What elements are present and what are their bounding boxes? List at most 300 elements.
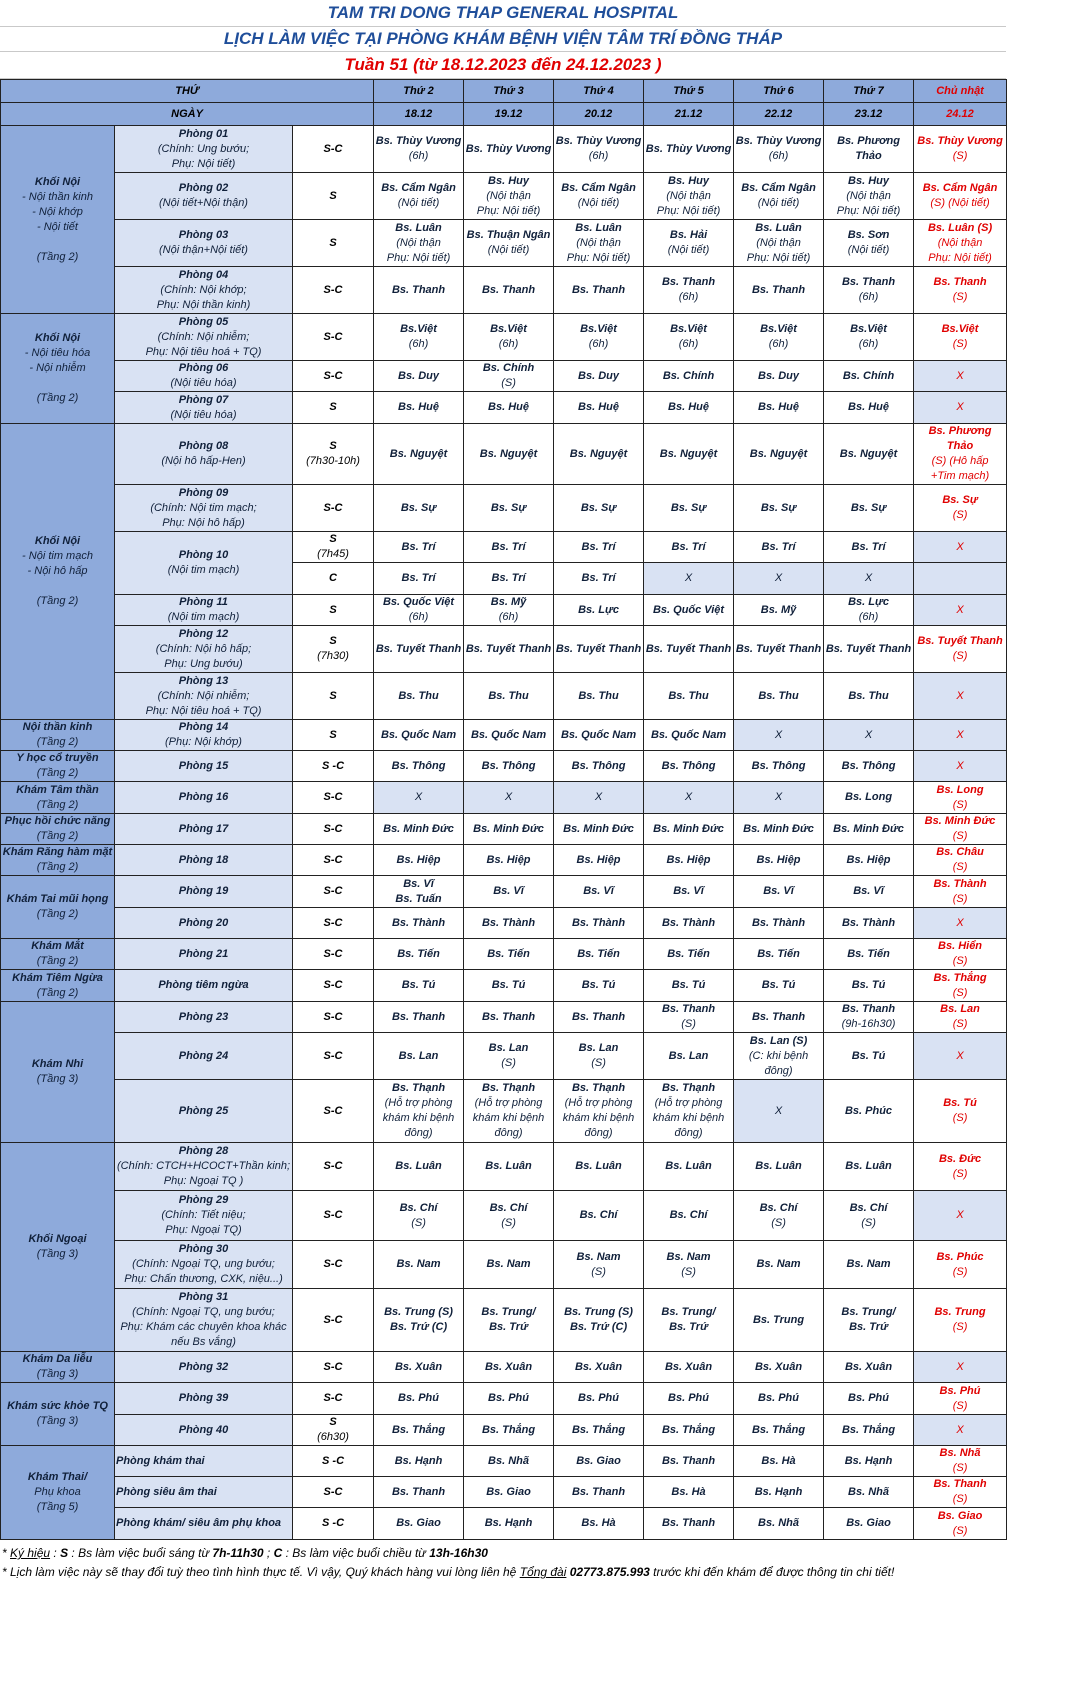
doctor-cell: Bs. Vĩ: [824, 876, 914, 908]
doctor-cell: Bs. Quốc Nam: [554, 720, 644, 751]
shift-cell: S-C: [293, 314, 374, 361]
doctor-cell: Bs. Thanh: [374, 267, 464, 314]
shift-cell: S: [293, 220, 374, 267]
week-title: Tuần 51 (từ 18.12.2023 đến 24.12.2023 ): [0, 52, 1006, 79]
doctor-cell: Bs. Huệ: [644, 392, 734, 424]
room-cell: Phòng 28 (Chính: CTCH+HCOCT+Thần kinh; Phụ: Ngoại TQ ): [115, 1143, 293, 1191]
table-row: [1, 595, 1007, 626]
shift-cell: S -C: [293, 751, 374, 782]
room-cell: Phòng 07 (Nội tiêu hóa): [115, 392, 293, 424]
table-row: [1, 970, 1007, 1002]
doctor-cell: Bs. Hiệp: [554, 845, 644, 876]
department-cell: Khối Nội - Nội tim mạch - Nội hô hấp (Tầng 2): [1, 424, 115, 720]
sunday-doctor-cell: Bs. Đức (S): [914, 1143, 1007, 1191]
sunday-doctor-cell: Bs. Trung (S): [914, 1289, 1007, 1352]
department-cell: Nội thần kinh (Tầng 2): [1, 720, 115, 751]
doctor-cell: Bs. Duy: [734, 361, 824, 392]
shift-cell: S-C: [293, 1477, 374, 1508]
thu-label: THỨ: [1, 80, 374, 103]
shift-cell: C: [293, 563, 374, 595]
doctor-cell: Bs. Tú: [734, 970, 824, 1002]
room-cell: Phòng 18: [115, 845, 293, 876]
date-header-sunday: 24.12: [914, 103, 1007, 126]
table-row: [1, 532, 1007, 563]
table-row: [1, 1002, 1007, 1033]
doctor-cell: Bs. Huệ: [824, 392, 914, 424]
doctor-cell: Bs. Luân: [644, 1143, 734, 1191]
doctor-cell: Bs. Thạnh (Hỗ trợ phòng khám khi bệnh đông): [554, 1080, 644, 1143]
sunday-doctor-cell: Bs. Phú (S): [914, 1383, 1007, 1415]
shift-cell: S: [293, 720, 374, 751]
department-cell: Khám Tâm thần (Tầng 2): [1, 782, 115, 814]
doctor-cell: Bs. Tiến: [644, 939, 734, 970]
room-cell: Phòng 11 (Nội tim mạch): [115, 595, 293, 626]
shift-cell: S: [293, 673, 374, 720]
doctor-cell: Bs. Phương Thảo: [824, 126, 914, 173]
sunday-doctor-cell: Bs. Phương Thảo (S) (Hô hấp +Tim mạch): [914, 424, 1007, 485]
doctor-cell: X: [464, 782, 554, 814]
room-cell: Phòng khám thai: [115, 1446, 293, 1477]
doctor-cell: X: [824, 563, 914, 595]
doctor-cell: Bs. Thắng: [824, 1415, 914, 1446]
room-cell: Phòng 32: [115, 1352, 293, 1383]
doctor-cell: Bs. Chí: [554, 1191, 644, 1241]
day-header: Thứ 2: [374, 80, 464, 103]
department-cell: Khối Nội - Nội tiêu hóa - Nội nhiễm (Tầng 2): [1, 314, 115, 424]
sunday-doctor-cell: Bs. Thùy Vương (S): [914, 126, 1007, 173]
sunday-doctor-cell: Bs. Phúc (S): [914, 1241, 1007, 1289]
department-cell: Khám Tiêm Ngừa (Tầng 2): [1, 970, 115, 1002]
ngay-label: NGÀY: [1, 103, 374, 126]
room-cell: Phòng 29 (Chính: Tiết niệu; Phụ: Ngoại TQ): [115, 1191, 293, 1241]
doctor-cell: Bs. Lực (6h): [824, 595, 914, 626]
doctor-cell: Bs. Luân (Nội thận Phụ: Nội tiết): [374, 220, 464, 267]
doctor-cell: Bs. Thành: [824, 908, 914, 939]
doctor-cell: Bs. Vĩ: [644, 876, 734, 908]
doctor-cell: Bs. Thuận Ngân (Nội tiết): [464, 220, 554, 267]
doctor-cell: Bs. Luân: [734, 1143, 824, 1191]
room-cell: Phòng 13 (Chính: Nội nhiễm; Phụ: Nội tiêu hoá + TQ): [115, 673, 293, 720]
sunday-doctor-cell: [914, 563, 1007, 595]
doctor-cell: Bs. Vĩ Bs. Tuấn: [374, 876, 464, 908]
sunday-doctor-cell: Bs. Giao (S): [914, 1508, 1007, 1540]
doctor-cell: Bs. Hiệp: [644, 845, 734, 876]
date-header: 22.12: [734, 103, 824, 126]
doctor-cell: Bs. Giao: [824, 1508, 914, 1540]
doctor-cell: Bs. Thắng: [374, 1415, 464, 1446]
doctor-cell: Bs. Trí: [464, 563, 554, 595]
table-row: [1, 1415, 1007, 1446]
doctor-cell: Bs. Chí: [644, 1191, 734, 1241]
doctor-cell: Bs. Sự: [374, 485, 464, 532]
doctor-cell: Bs. Thu: [374, 673, 464, 720]
contact-note: * Lịch làm việc này sẽ thay đổi tuỳ theo tình hình thực tế. Vì vậy, Quý khách hàng vui lòng liên hệ Tổng đài 02773.875.993 trước khi đến khám để được thông tin chi tiết!: [2, 1565, 895, 1579]
doctor-cell: Bs. Hiệp: [734, 845, 824, 876]
doctor-cell: Bs. Thanh (6h): [644, 267, 734, 314]
room-cell: Phòng 05 (Chính: Nội nhiễm; Phụ: Nội tiêu hoá + TQ): [115, 314, 293, 361]
doctor-cell: Bs. Tuyết Thanh: [824, 626, 914, 673]
doctor-cell: Bs. Nhã: [464, 1446, 554, 1477]
department-cell: Khám Da liễu (Tầng 3): [1, 1352, 115, 1383]
doctor-cell: Bs. Luân (Nội thận Phụ: Nội tiết): [554, 220, 644, 267]
doctor-cell: Bs. Phú: [644, 1383, 734, 1415]
sunday-doctor-cell: Bs.Việt (S): [914, 314, 1007, 361]
doctor-cell: Bs. Thành: [374, 908, 464, 939]
doctor-cell: Bs. Trung/ Bs. Trứ: [644, 1289, 734, 1352]
doctor-cell: Bs. Cẩm Ngân (Nội tiết): [374, 173, 464, 220]
doctor-cell: Bs. Sự: [734, 485, 824, 532]
room-cell: Phòng 39: [115, 1383, 293, 1415]
doctor-cell: Bs. Phúc: [824, 1080, 914, 1143]
doctor-cell: Bs. Thành: [644, 908, 734, 939]
doctor-cell: X: [734, 563, 824, 595]
doctor-cell: Bs. Thắng: [464, 1415, 554, 1446]
doctor-cell: Bs. Trung (S) Bs. Trứ (C): [374, 1289, 464, 1352]
doctor-cell: Bs. Tiến: [734, 939, 824, 970]
department-cell: Khám Răng hàm mặt (Tầng 2): [1, 845, 115, 876]
doctor-cell: Bs. Nguyệt: [554, 424, 644, 485]
doctor-cell: Bs. Lan (S) (C: khi bệnh đông): [734, 1033, 824, 1080]
table-row: [1, 1508, 1007, 1540]
doctor-cell: Bs. Chí (S): [464, 1191, 554, 1241]
shift-cell: S-C: [293, 908, 374, 939]
doctor-cell: Bs. Hiệp: [464, 845, 554, 876]
doctor-cell: Bs. Thắng: [644, 1415, 734, 1446]
room-cell: Phòng 31 (Chính: Ngoại TQ, ung bướu; Phụ: Khám các chuyên khoa khác nếu Bs vắng): [115, 1289, 293, 1352]
table-row: [1, 392, 1007, 424]
hotline-label: Tổng đài: [519, 1565, 567, 1579]
doctor-cell: Bs. Xuân: [374, 1352, 464, 1383]
shift-cell: S -C: [293, 1508, 374, 1540]
doctor-cell: Bs. Duy: [554, 361, 644, 392]
sunday-doctor-cell: Bs. Châu (S): [914, 845, 1007, 876]
doctor-cell: Bs. Quốc Nam: [464, 720, 554, 751]
room-cell: Phòng 23: [115, 1002, 293, 1033]
day-header: Thứ 3: [464, 80, 554, 103]
doctor-cell: Bs. Thu: [464, 673, 554, 720]
doctor-cell: Bs. Nguyệt: [824, 424, 914, 485]
table-row: [1, 126, 1007, 173]
doctor-cell: Bs. Thông: [644, 751, 734, 782]
room-cell: Phòng 17: [115, 814, 293, 845]
doctor-cell: Bs. Nhã: [824, 1477, 914, 1508]
doctor-cell: Bs. Nam (S): [554, 1241, 644, 1289]
table-row: [1, 1383, 1007, 1415]
doctor-cell: Bs. Phú: [374, 1383, 464, 1415]
doctor-cell: Bs. Mỹ (6h): [464, 595, 554, 626]
table-row: [1, 720, 1007, 751]
doctor-cell: Bs. Nguyệt: [734, 424, 824, 485]
doctor-cell: Bs. Phú: [734, 1383, 824, 1415]
table-row: [1, 908, 1007, 939]
room-cell: Phòng 04 (Chính: Nội khớp; Phụ: Nội thần kinh): [115, 267, 293, 314]
sunday-doctor-cell: Bs. Tuyết Thanh (S): [914, 626, 1007, 673]
table-row: [1, 939, 1007, 970]
doctor-cell: Bs. Tú: [554, 970, 644, 1002]
doctor-cell: Bs. Tiến: [374, 939, 464, 970]
doctor-cell: Bs. Hạnh: [734, 1477, 824, 1508]
table-row: [1, 1477, 1007, 1508]
doctor-cell: Bs. Hà: [734, 1446, 824, 1477]
sunday-doctor-cell: X: [914, 673, 1007, 720]
table-row: [1, 1241, 1007, 1289]
doctor-cell: Bs. Nguyệt: [464, 424, 554, 485]
table-row: [1, 267, 1007, 314]
doctor-cell: Bs. Vĩ: [464, 876, 554, 908]
day-header: Thứ 5: [644, 80, 734, 103]
room-cell: Phòng 08 (Nội hô hấp-Hen): [115, 424, 293, 485]
sunday-doctor-cell: Bs. Lan (S): [914, 1002, 1007, 1033]
doctor-cell: Bs. Thanh: [464, 1002, 554, 1033]
sunday-doctor-cell: Bs. Luân (S) (Nội thận Phụ: Nội tiết): [914, 220, 1007, 267]
table-row: [1, 1352, 1007, 1383]
room-cell: Phòng 10 (Nội tim mạch): [115, 532, 293, 595]
doctor-cell: Bs. Nam: [374, 1241, 464, 1289]
doctor-cell: Bs. Trung: [734, 1289, 824, 1352]
doctor-cell: Bs. Thắng: [554, 1415, 644, 1446]
table-row: [1, 173, 1007, 220]
doctor-cell: Bs. Thu: [644, 673, 734, 720]
department-cell: Khám Mắt (Tầng 2): [1, 939, 115, 970]
table-row: [1, 1446, 1007, 1477]
department-cell: Khối Ngoại (Tầng 3): [1, 1143, 115, 1352]
room-cell: Phòng 24: [115, 1033, 293, 1080]
sunday-doctor-cell: Bs. Cẩm Ngân (S) (Nội tiết): [914, 173, 1007, 220]
doctor-cell: X: [644, 563, 734, 595]
doctor-cell: Bs. Trí: [374, 563, 464, 595]
doctor-cell: Bs. Giao: [464, 1477, 554, 1508]
room-cell: Phòng 06 (Nội tiêu hóa): [115, 361, 293, 392]
table-row: [1, 845, 1007, 876]
department-cell: Khám Thai/ Phụ khoa (Tầng 5): [1, 1446, 115, 1540]
department-cell: Y học cổ truyền (Tầng 2): [1, 751, 115, 782]
room-cell: Phòng siêu âm thai: [115, 1477, 293, 1508]
hotline-number[interactable]: 02773.875.993: [566, 1565, 650, 1579]
doctor-cell: Bs. Luân: [374, 1143, 464, 1191]
doctor-cell: Bs. Phú: [464, 1383, 554, 1415]
doctor-cell: Bs. Chính (S): [464, 361, 554, 392]
room-cell: Phòng khám/ siêu âm phụ khoa: [115, 1508, 293, 1540]
doctor-cell: Bs. Lực: [554, 595, 644, 626]
shift-cell: S-C: [293, 485, 374, 532]
doctor-cell: Bs. Thắng: [734, 1415, 824, 1446]
table-row: [1, 1289, 1007, 1352]
doctor-cell: Bs. Thanh (9h-16h30): [824, 1002, 914, 1033]
doctor-cell: Bs. Thanh: [554, 1002, 644, 1033]
doctor-cell: Bs. Thanh: [734, 267, 824, 314]
doctor-cell: Bs. Xuân: [734, 1352, 824, 1383]
department-cell: Khối Nội - Nội thần kinh - Nội khớp - Nội tiết (Tầng 2): [1, 126, 115, 314]
table-row: [1, 1143, 1007, 1191]
doctor-cell: Bs.Việt (6h): [734, 314, 824, 361]
sunday-doctor-cell: X: [914, 1191, 1007, 1241]
room-cell: Phòng 19: [115, 876, 293, 908]
doctor-cell: Bs. Vĩ: [554, 876, 644, 908]
date-header: 18.12: [374, 103, 464, 126]
doctor-cell: Bs. Thanh: [644, 1508, 734, 1540]
table-row: [1, 485, 1007, 532]
doctor-cell: Bs. Thông: [464, 751, 554, 782]
doctor-cell: Bs.Việt (6h): [824, 314, 914, 361]
doctor-cell: Bs. Huệ: [374, 392, 464, 424]
doctor-cell: Bs. Tuyết Thanh: [734, 626, 824, 673]
date-header: 23.12: [824, 103, 914, 126]
doctor-cell: Bs. Trí: [554, 532, 644, 563]
sunday-doctor-cell: Bs. Thắng (S): [914, 970, 1007, 1002]
doctor-cell: Bs. Thanh: [374, 1477, 464, 1508]
shift-cell: S-C: [293, 814, 374, 845]
shift-cell: S-C: [293, 845, 374, 876]
shift-cell: S -C: [293, 1446, 374, 1477]
sunday-doctor-cell: Bs. Thanh (S): [914, 267, 1007, 314]
sunday-doctor-cell: Bs. Tú (S): [914, 1080, 1007, 1143]
shift-cell: S-C: [293, 1143, 374, 1191]
doctor-cell: Bs. Chí (S): [734, 1191, 824, 1241]
doctor-cell: Bs. Quốc Nam: [374, 720, 464, 751]
table-row: [1, 314, 1007, 361]
doctor-cell: Bs. Tú: [374, 970, 464, 1002]
sunday-doctor-cell: X: [914, 720, 1007, 751]
doctor-cell: Bs. Trí: [374, 532, 464, 563]
doctor-cell: Bs. Hạnh: [824, 1446, 914, 1477]
shift-cell: S-C: [293, 1002, 374, 1033]
doctor-cell: X: [554, 782, 644, 814]
doctor-cell: Bs. Hạnh: [374, 1446, 464, 1477]
doctor-cell: Bs. Thạnh (Hỗ trợ phòng khám khi bệnh đông): [374, 1080, 464, 1143]
doctor-cell: Bs. Hạnh: [464, 1508, 554, 1540]
doctor-cell: Bs.Việt (6h): [554, 314, 644, 361]
sunday-doctor-cell: X: [914, 1415, 1007, 1446]
doctor-cell: Bs. Thông: [824, 751, 914, 782]
table-row: [1, 220, 1007, 267]
table-row: [1, 1080, 1007, 1143]
doctor-cell: Bs. Trí: [464, 532, 554, 563]
doctor-cell: Bs. Xuân: [824, 1352, 914, 1383]
doctor-cell: Bs. Trí: [734, 532, 824, 563]
doctor-cell: Bs. Lan (S): [464, 1033, 554, 1080]
room-cell: Phòng 09 (Chính: Nội tim mạch; Phụ: Nội hô hấp): [115, 485, 293, 532]
table-row: [1, 424, 1007, 485]
doctor-cell: Bs. Huệ: [554, 392, 644, 424]
doctor-cell: Bs. Thạnh (Hỗ trợ phòng khám khi bệnh đông): [644, 1080, 734, 1143]
doctor-cell: Bs. Tuyết Thanh: [644, 626, 734, 673]
room-cell: Phòng 25: [115, 1080, 293, 1143]
doctor-cell: Bs. Trung/ Bs. Trứ: [464, 1289, 554, 1352]
shift-cell: S-C: [293, 970, 374, 1002]
doctor-cell: Bs. Trung (S) Bs. Trứ (C): [554, 1289, 644, 1352]
doctor-cell: Bs. Quốc Việt: [644, 595, 734, 626]
doctor-cell: Bs. Huy (Nội thận Phụ: Nội tiết): [464, 173, 554, 220]
doctor-cell: Bs. Minh Đức: [464, 814, 554, 845]
shift-cell: S (7h30-10h): [293, 424, 374, 485]
doctor-cell: Bs. Nguyệt: [374, 424, 464, 485]
doctor-cell: Bs. Hà: [554, 1508, 644, 1540]
doctor-cell: Bs. Thanh (S): [644, 1002, 734, 1033]
sunday-doctor-cell: X: [914, 751, 1007, 782]
doctor-cell: Bs. Luân: [554, 1143, 644, 1191]
doctor-cell: Bs. Long: [824, 782, 914, 814]
doctor-cell: Bs. Luân: [464, 1143, 554, 1191]
doctor-cell: Bs. Tú: [824, 1033, 914, 1080]
room-cell: Phòng 01 (Chính: Ung bướu; Phụ: Nội tiết): [115, 126, 293, 173]
doctor-cell: Bs. Luân: [824, 1143, 914, 1191]
sunday-doctor-cell: Bs. Minh Đức (S): [914, 814, 1007, 845]
shift-cell: S-C: [293, 267, 374, 314]
doctor-cell: Bs. Huệ: [734, 392, 824, 424]
room-cell: Phòng 21: [115, 939, 293, 970]
room-cell: Phòng 14 (Phụ: Nội khớp): [115, 720, 293, 751]
doctor-cell: Bs. Cẩm Ngân (Nội tiết): [734, 173, 824, 220]
doctor-cell: Bs. Thùy Vương: [464, 126, 554, 173]
doctor-cell: Bs. Phú: [824, 1383, 914, 1415]
shift-cell: S: [293, 595, 374, 626]
doctor-cell: Bs. Phú: [554, 1383, 644, 1415]
shift-cell: S-C: [293, 1289, 374, 1352]
doctor-cell: Bs. Vĩ: [734, 876, 824, 908]
room-cell: Phòng 03 (Nội thận+Nội tiết): [115, 220, 293, 267]
doctor-cell: Bs. Minh Đức: [644, 814, 734, 845]
table-row: [1, 814, 1007, 845]
shift-cell: S (7h30): [293, 626, 374, 673]
doctor-cell: Bs. Thanh: [374, 1002, 464, 1033]
shift-cell: S-C: [293, 1033, 374, 1080]
room-cell: Phòng 02 (Nội tiết+Nội thận): [115, 173, 293, 220]
doctor-cell: Bs. Sự: [554, 485, 644, 532]
doctor-cell: Bs. Thạnh (Hỗ trợ phòng khám khi bệnh đông): [464, 1080, 554, 1143]
schedule-table: [0, 79, 1007, 1540]
doctor-cell: Bs. Giao: [554, 1446, 644, 1477]
doctor-cell: Bs. Trung/ Bs. Trứ: [824, 1289, 914, 1352]
doctor-cell: Bs. Cẩm Ngân (Nội tiết): [554, 173, 644, 220]
doctor-cell: Bs. Tú: [824, 970, 914, 1002]
date-header-row: [1, 103, 1007, 126]
table-row: [1, 626, 1007, 673]
table-row: [1, 1033, 1007, 1080]
day-header: Thứ 6: [734, 80, 824, 103]
shift-cell: S-C: [293, 1383, 374, 1415]
sunday-doctor-cell: Bs. Nhã (S): [914, 1446, 1007, 1477]
doctor-cell: Bs. Thu: [824, 673, 914, 720]
doctor-cell: Bs. Sự: [824, 485, 914, 532]
doctor-cell: Bs. Sơn (Nội tiết): [824, 220, 914, 267]
shift-cell: S-C: [293, 1241, 374, 1289]
sunday-doctor-cell: X: [914, 392, 1007, 424]
doctor-cell: Bs. Nhã: [734, 1508, 824, 1540]
doctor-cell: Bs. Luân (Nội thận Phụ: Nội tiết): [734, 220, 824, 267]
doctor-cell: Bs. Huy (Nội thận Phụ: Nội tiết): [644, 173, 734, 220]
doctor-cell: Bs. Thanh (6h): [824, 267, 914, 314]
sunday-doctor-cell: X: [914, 361, 1007, 392]
doctor-cell: Bs. Minh Đức: [374, 814, 464, 845]
doctor-cell: Bs. Thanh: [554, 267, 644, 314]
legend-label: Ký hiệu: [10, 1546, 51, 1560]
doctor-cell: Bs. Thành: [464, 908, 554, 939]
doctor-cell: Bs. Xuân: [644, 1352, 734, 1383]
sunday-doctor-cell: Bs. Sự (S): [914, 485, 1007, 532]
table-row: [1, 673, 1007, 720]
doctor-cell: Bs. Nam (S): [644, 1241, 734, 1289]
room-cell: Phòng 12 (Chính: Nội hô hấp; Phụ: Ung bướu): [115, 626, 293, 673]
shift-cell: S-C: [293, 1080, 374, 1143]
doctor-cell: Bs. Thanh: [644, 1446, 734, 1477]
room-cell: Phòng 15: [115, 751, 293, 782]
doctor-cell: Bs. Tiến: [464, 939, 554, 970]
schedule-title: LỊCH LÀM VIỆC TẠI PHÒNG KHÁM BỆNH VIỆN TÂM TRÍ ĐỒNG THÁP: [0, 27, 1006, 52]
doctor-cell: Bs. Huệ: [464, 392, 554, 424]
room-cell: Phòng 20: [115, 908, 293, 939]
doctor-cell: Bs. Thông: [554, 751, 644, 782]
doctor-cell: Bs. Nam: [464, 1241, 554, 1289]
